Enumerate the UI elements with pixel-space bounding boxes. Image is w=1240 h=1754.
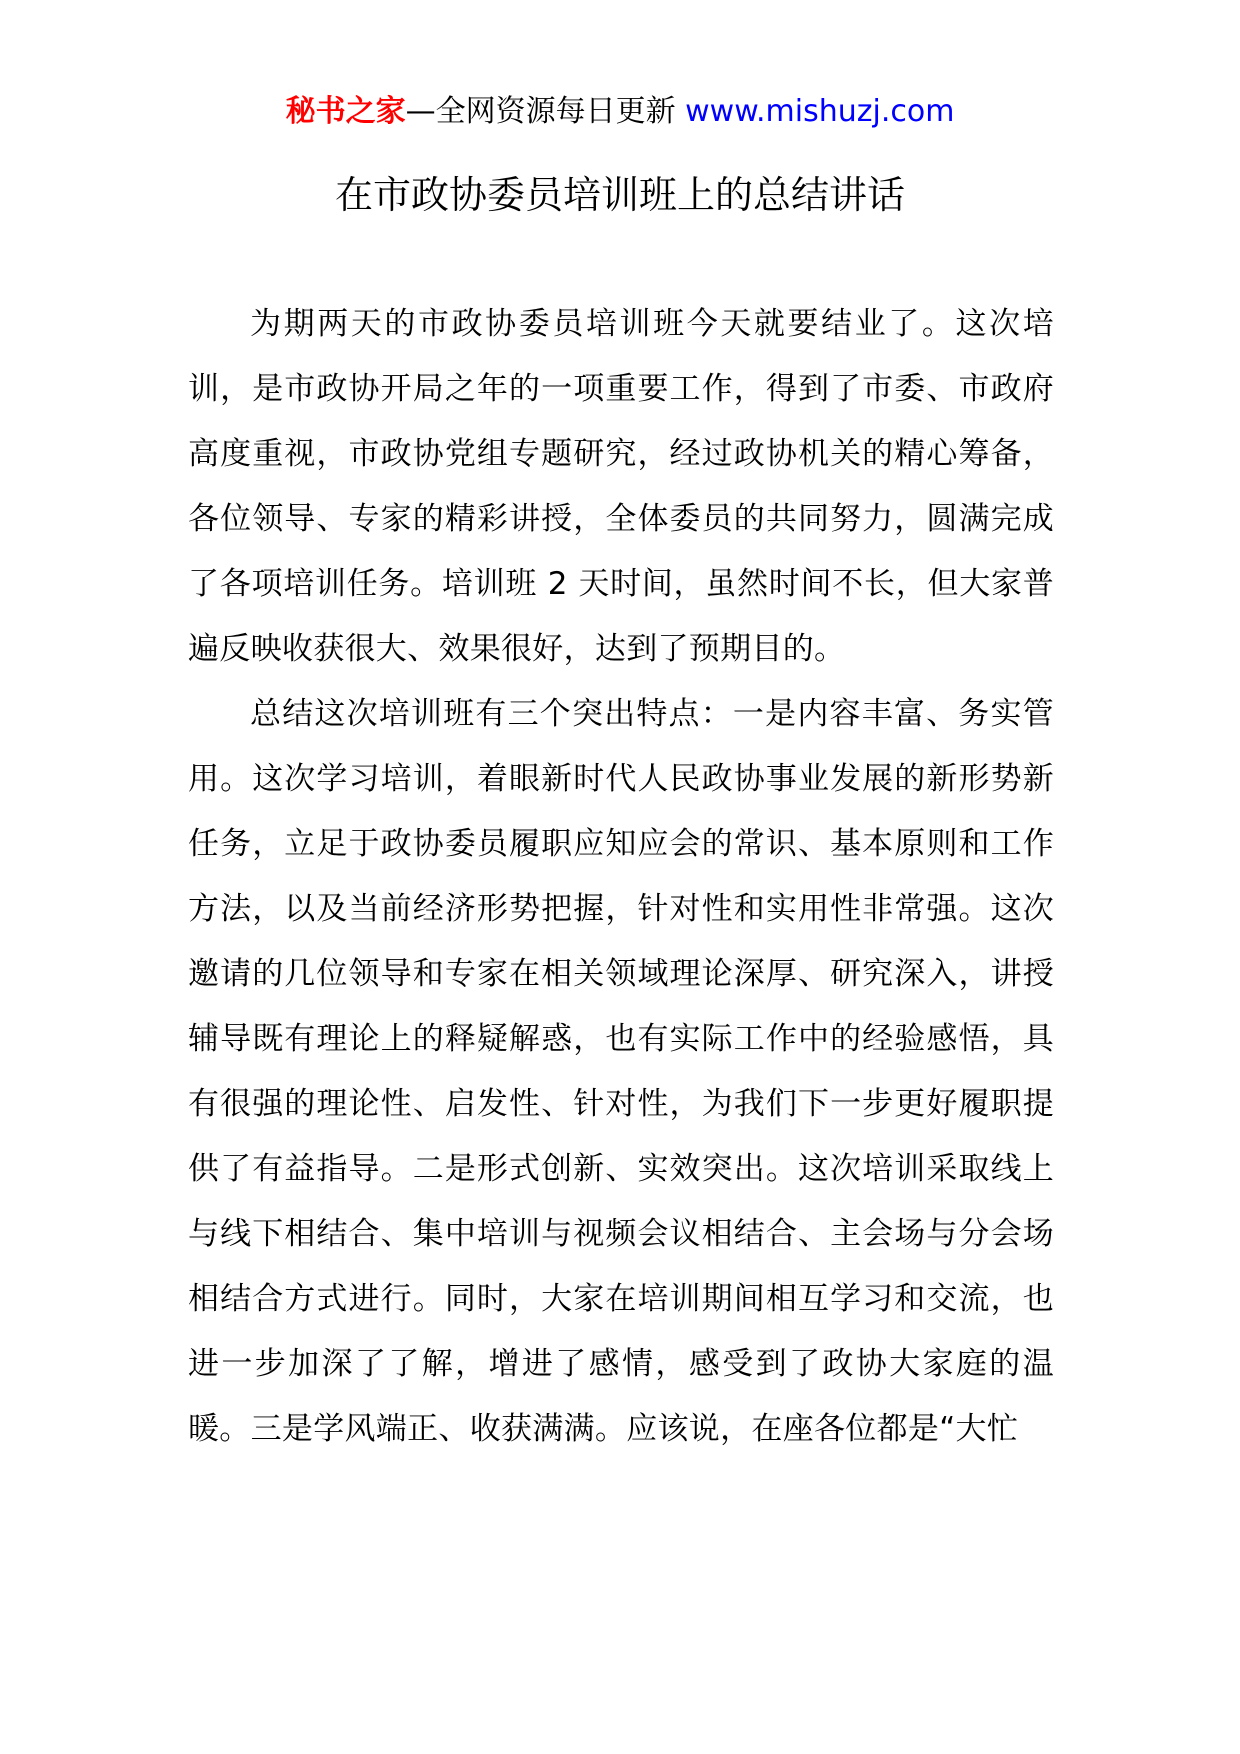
document-body: [188, 292, 1054, 1462]
site-tagline: —全网资源每日更新: [405, 94, 676, 129]
site-url-link[interactable]: www.mishuzj.com: [685, 94, 955, 129]
document-title: 在市政协委员培训班上的总结讲话: [334, 173, 905, 217]
paragraph-features: 总结这次培训班有三个突出特点：一是内容丰富、务实管用。这次学习培训，着眼新时代人民政协事业发展的新形势新任务，立足于政协委员履职应知应会的常识、基本原则和工作方法，以及当前经济形势把握，针对性和实用性非常强。这次邀请的几位领导和专家在相关领域理论深厚、研究深入，讲授辅导既有理论上的释疑解惑，也有实际工作中的经验感悟，具有很强的理论性、启发性、针对性，为我们下一步更好履职提供了有益指导。二是形式创新、实效突出。这次培训采取线上与线下相结合、集中培训与视频会议相结合、主会场与分会场相结合方式进行。同时，大家在培训期间相互学习和交流，也进一步加深了了解，增进了感情，感受到了政协大家庭的温暖。三是学风端正、收获满满。应该说，在座各位都是“大忙: [188, 696, 1054, 1447]
site-header: [0, 92, 1240, 132]
paragraph-intro: 为期两天的市政协委员培训班今天就要结业了。这次培训，是市政协开局之年的一项重要工作，得到了市委、市政府高度重视，市政协党组专题研究，经过政协机关的精心筹备，各位领导、专家的精彩讲授，全体委员的共同努力，圆满完成了各项培训任务。培训班 2 天时间，虽然时间不长，但大家普遍反映收获很大、效果很好，达到了预期目的。: [188, 306, 1054, 667]
site-brand: 秘书之家: [285, 94, 406, 129]
